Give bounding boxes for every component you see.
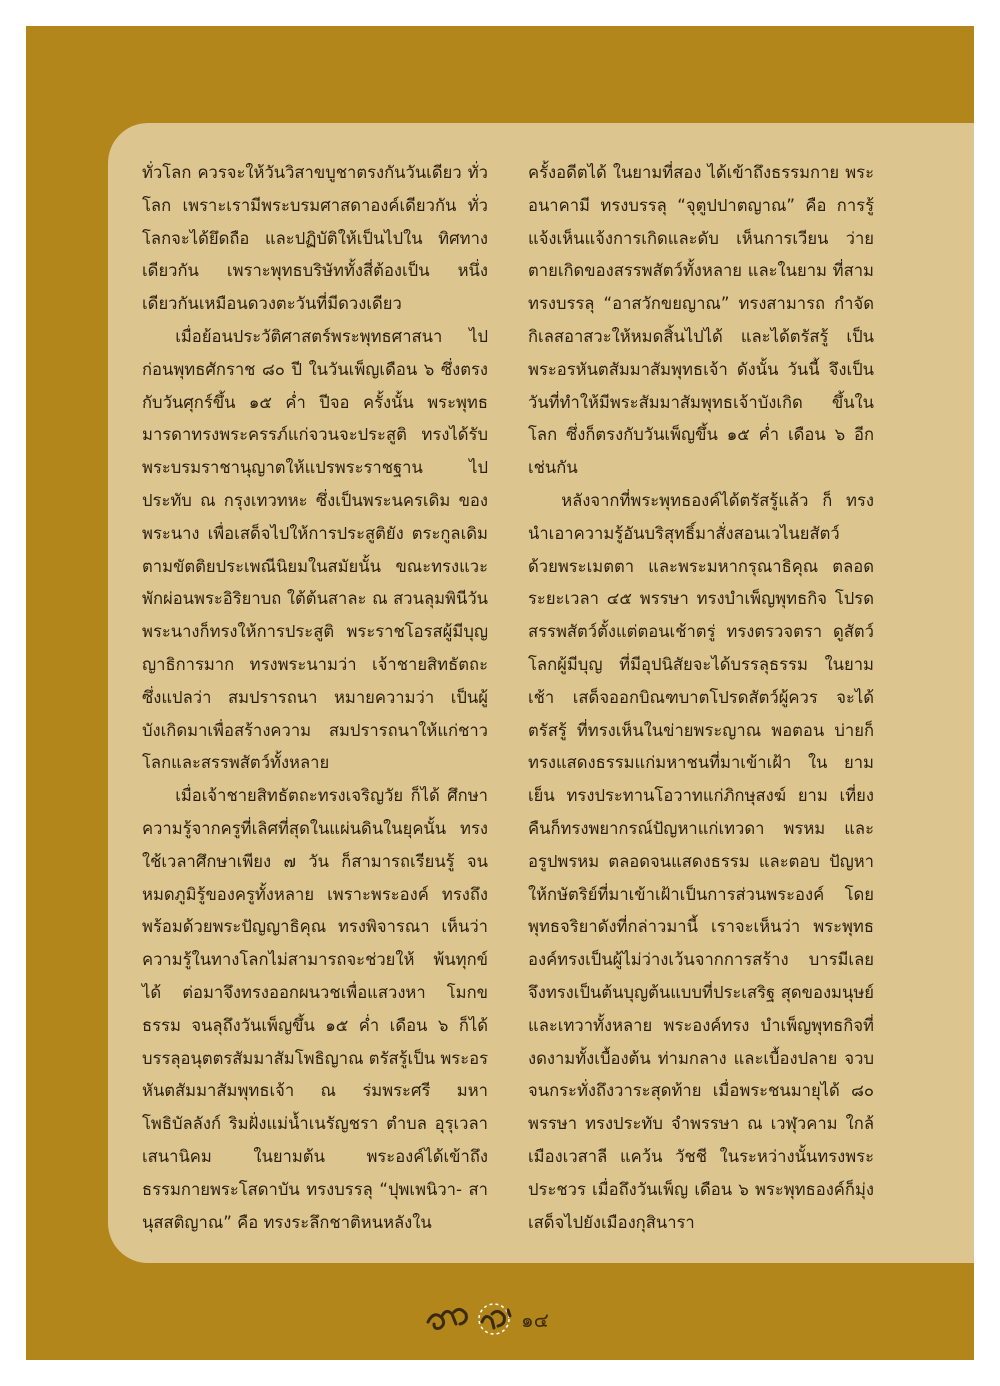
paragraph: เมื่อเจ้าชายสิทธัตถะทรงเจริญวัย ก็ได้ ศึกษาความรู้จากครูที่เลิศที่สุดในแผ่นดินในยุคนั้น ทรงใช้เวลาศึกษาเพียง ๗ วัน ก็สามารถเรียนรู้ จนหมดภูมิรู้ของครูทั้งหลาย เพราะพระองค์ ทรงถึงพร้อมด้วยพระปัญญาธิคุณ ทรงพิจารณา เห็นว่า ความรู้ในทางโลกไม่สามารถจะช่วยให้ พ้นทุกข์ได้ ต่อมาจึงทรงออกผนวชเพื่อแสวงหา โมกขธรรม จนลุถึงวันเพ็ญขึ้น ๑๕ ค่ำ เดือน ๖ ก็ได้บรรลุอนุตตรสัมมาสัมโพธิญาณ ตรัสรู้เป็น พระอรหันตสัมมาสัมพุทธเจ้า ณ ร่มพระศรี มหาโพธิบัลลังก์ ริมฝั่งแม่น้ำเนรัญชรา ตำบล อุรุเวลาเสนานิคม ในยามต้น พระองค์ได้เข้าถึง ธรรมกายพระโสดาบัน ทรงบรรลุ “ปุพเพนิวา- สานุสสติญาณ” คือ ทรงระลึกชาติหนหลังใน [142,786,488,1232]
page-number: ๑๔ [521,1308,549,1332]
paragraph: หลังจากที่พระพุทธองค์ได้ตรัสรู้แล้ว ก็ ทรงนำเอาความรู้อันบริสุทธิ์มาสั่งสอนเวไนยสัตว์ ด้วยพระเมตตา และพระมหากรุณาธิคุณ ตลอด ระยะเวลา ๔๕ พรรษา ทรงบำเพ็ญพุทธกิจ โปรดสรรพสัตว์ตั้งแต่ตอนเช้าตรู่ ทรงตรวจตรา ดูสัตว์โลกผู้มีบุญ ที่มีอุปนิสัยจะได้บรรลุธรรม ในยามเช้า เสด็จออกบิณฑบาตโปรดสัตว์ผู้ควร จะได้ตรัสรู้ ที่ทรงเห็นในข่ายพระญาณ พอตอน บ่ายก็ทรงแสดงธรรมแก่มหาชนที่มาเข้าเฝ้า ใน ยามเย็น ทรงประทานโอวาทแก่ภิกษุสงฆ์ ยาม เที่ยงคืนก็ทรงพยากรณ์ปัญหาแก่เทวดา พรหม และอรูปพรหม ตลอดจนแสดงธรรม และตอบ ปัญหาให้กษัตริย์ที่มาเข้าเฝ้าเป็นการส่วนพระองค์ โดยพุทธจริยาดังที่กล่าวมานี้ เราจะเห็นว่า พระพุทธองค์ทรงเป็นผู้ไม่ว่างเว้นจากการสร้าง บารมีเลย จึงทรงเป็นต้นบุญต้นแบบที่ประเสริฐ สุดของมนุษย์และเทวาทั้งหลาย พระองค์ทรง บำเพ็ญพุทธกิจที่งดงามทั้งเบื้องต้น ท่ามกลาง และเบื้องปลาย จวบจนกระทั่งถึงวาระสุดท้าย เมื่อพระชนมายุได้ ๘๐ พรรษา ทรงประทับ จำพรรษา ณ เวฬุวคาม ใกล้เมืองเวสาลี แคว้น วัชชี ในระหว่างนั้นทรงพระประชวร เมื่อถึงวันเพ็ญ เดือน ๖ พระพุทธองค์ก็มุ่งเสด็จไปยังเมืองกุสินารา [528,490,874,1232]
paragraph: เมื่อย้อนประวัติศาสตร์พระพุทธศาสนา ไปก่อนพุทธศักราช ๘๐ ปี ในวันเพ็ญเดือน ๖ ซึ่งตรงกับวันศุกร์ขึ้น ๑๕ ค่ำ ปีจอ ครั้งนั้น พระพุทธมารดาทรงพระครรภ์แก่จวนจะประสูติ ทรงได้รับพระบรมราชานุญาตให้แปรพระราชฐาน ไปประทับ ณ กรุงเทวทหะ ซึ่งเป็นพระนครเดิม ของพระนาง เพื่อเสด็จไปให้การประสูติยัง ตระกูลเดิม ตามขัตติยประเพณีนิยมในสมัยนั้น ขณะทรงแวะพักผ่อนพระอิริยาบถ ใต้ต้นสาละ ณ สวนลุมพินีวัน พระนางก็ทรงให้การประสูติ พระราชโอรสผู้มีบุญญาธิการมาก ทรงพระนามว่า เจ้าชายสิทธัตถะ ซึ่งแปลว่า สมปรารถนา หมายความว่า เป็นผู้บังเกิดมาเพื่อสร้างความ สมปรารถนาให้แก่ชาวโลกและสรรพสัตว์ทั้งหลาย [142,326,488,773]
right-column [528,157,874,1239]
page-footer [0,1300,1000,1340]
paragraph: ครั้งอดีตได้ ในยามที่สอง ได้เข้าถึงธรรมกาย พระอนาคามี ทรงบรรลุ “จุตูปปาตญาณ” คือ การรู้แจ้งเห็นแจ้งการเกิดและดับ เห็นการเวียน ว่ายตายเกิดของสรรพสัตว์ทั้งหลาย และในยาม ที่สาม ทรงบรรลุ “อาสวักขยญาณ” ทรงสามารถ กำจัดกิเลสอาสวะให้หมดสิ้นไปได้ และได้ตรัสรู้ เป็นพระอรหันตสัมมาสัมพุทธเจ้า ดังนั้น วันนี้ จึงเป็นวันที่ทำให้มีพระสัมมาสัมพุทธเจ้าบังเกิด ขึ้นในโลก ซึ่งก็ตรงกับวันเพ็ญขึ้น ๑๕ ค่ำ เดือน ๖ อีกเช่นกัน [528,163,874,478]
paragraph: ทั่วโลก ควรจะให้วันวิสาขบูชาตรงกันวันเดียว ทั่วโลก เพราะเรามีพระบรมศาสดาองค์เดียวกัน ทั่วโลกจะได้ยึดถือ และปฏิบัติให้เป็นไปใน ทิศทางเดียวกัน เพราะพุทธบริษัททั้งสี่ต้องเป็น หนึ่งเดียวกันเหมือนดวงตะวันที่มีดวงเดียว [142,163,488,314]
magazine-logo-icon [424,1300,520,1338]
left-column [142,157,488,1239]
